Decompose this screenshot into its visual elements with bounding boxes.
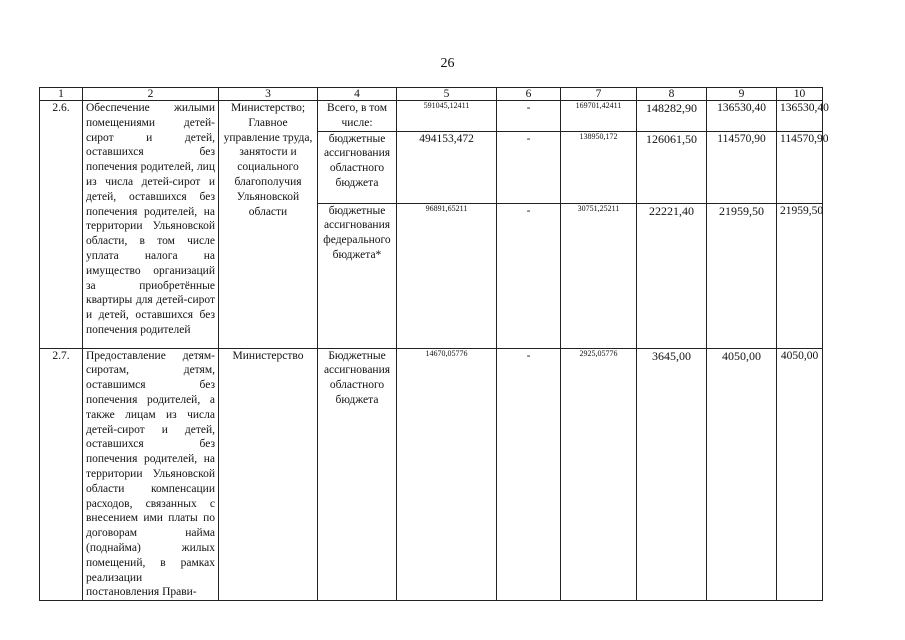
year-value: 138950,172 <box>561 131 637 203</box>
year-value: 4050,00 <box>707 348 777 601</box>
year-value: 22221,40 <box>637 203 707 348</box>
header-cell: 9 <box>707 88 777 101</box>
funding-source: бюджетные ассигнования областного бюджета <box>318 131 397 203</box>
table-row <box>40 348 823 601</box>
header-cell: 10 <box>777 88 823 101</box>
table-row <box>40 101 823 132</box>
year-value: 136530,40 <box>777 101 823 132</box>
year-value: 21959,50 <box>707 203 777 348</box>
header-cell: 4 <box>318 88 397 101</box>
row-description: Предоставление детям-сиротам, детям, оставшимся без попечения родителей, а также лицам из числа детей-сирот и детей, оставшихся без попечения родителей, на территории Ульяновской области компенсации расходов, связанных с внесением ими платы по договорам найма (поднайма) жилых помещений, в рамках реализации постановления Прави- <box>83 348 219 601</box>
row-executor: Министерство; Главное управление труда, занятости и социального благополучия Ульяновской области <box>219 101 318 349</box>
header-cell: 8 <box>637 88 707 101</box>
funding-source: Бюджетные ассигнования областного бюджета <box>318 348 397 601</box>
year-value: 114570,90 <box>707 131 777 203</box>
funding-source: Всего, в том числе: <box>318 101 397 132</box>
header-cell: 6 <box>497 88 561 101</box>
year-value: 30751,25211 <box>561 203 637 348</box>
year-value: 4050,00 <box>777 348 823 601</box>
row-number: 2.6. <box>40 101 83 349</box>
header-cell: 2 <box>83 88 219 101</box>
total-value: 96891,65211 <box>397 203 497 348</box>
page-number: 26 <box>440 56 455 71</box>
year-value: 169701,42411 <box>561 101 637 132</box>
year-value: 136530,40 <box>707 101 777 132</box>
row-number: 2.7. <box>40 348 83 601</box>
row-description: Обеспечение жилыми помещениями детей-сирот и детей, оставшихся без попечения родителей, лиц из числа детей-сирот и детей, оставшихся без попечения родителей, на территории Ульяновской области, в том числе уплата налога на имущество организаций за приобретённые квартиры для детей-сирот и детей, оставшихся без попечения родителей <box>83 101 219 349</box>
year-value: 3645,00 <box>637 348 707 601</box>
year-value: 21959,50 <box>777 203 823 348</box>
header-cell: 3 <box>219 88 318 101</box>
year-value: - <box>497 348 561 601</box>
year-value: 2925,05776 <box>561 348 637 601</box>
year-value: 126061,50 <box>637 131 707 203</box>
header-row <box>40 88 823 101</box>
header-cell: 1 <box>40 88 83 101</box>
year-value: - <box>497 131 561 203</box>
row-executor: Министерство <box>219 348 318 601</box>
year-value: - <box>497 203 561 348</box>
header-cell: 7 <box>561 88 637 101</box>
funding-source: бюджетные ассигнования федерального бюджета* <box>318 203 397 348</box>
budget-table <box>39 87 829 601</box>
total-value: 14670,05776 <box>397 348 497 601</box>
total-value: 591045,12411 <box>397 101 497 132</box>
header-cell: 5 <box>397 88 497 101</box>
total-value: 494153,472 <box>397 131 497 203</box>
year-value: - <box>497 101 561 132</box>
year-value: 114570,90 <box>777 131 823 203</box>
year-value: 148282,90 <box>637 101 707 132</box>
